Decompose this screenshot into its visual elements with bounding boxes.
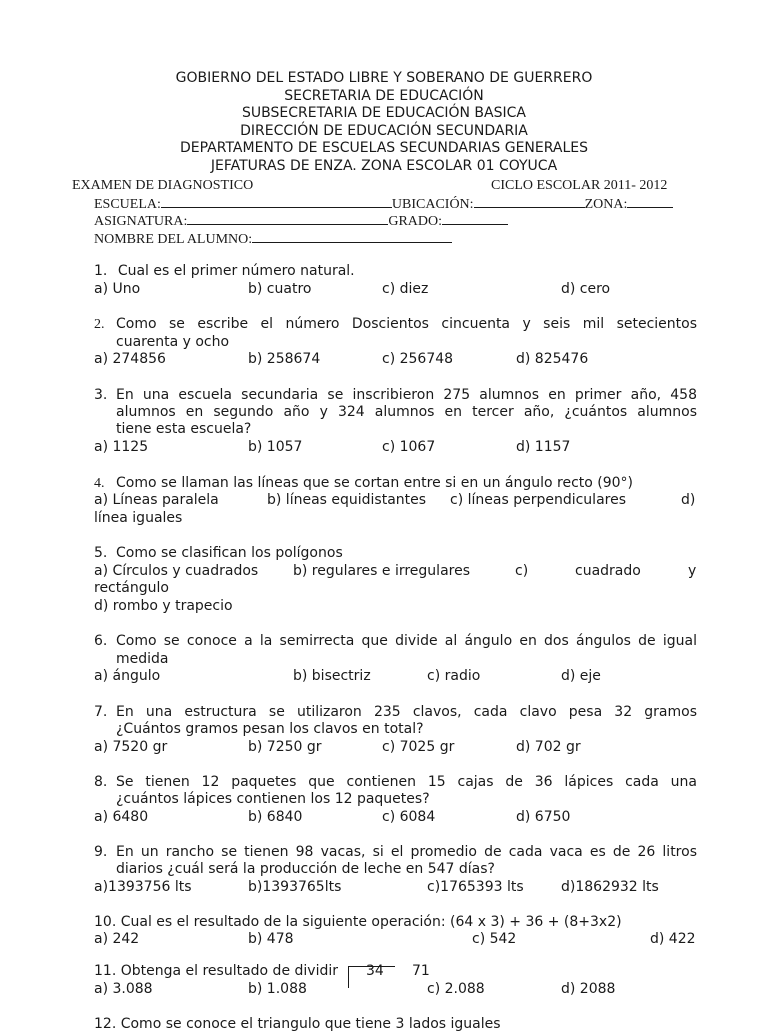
question-10-option-d[interactable]: d) 422 bbox=[650, 931, 696, 947]
question-11-text: Obtenga el resultado de dividir bbox=[120, 963, 338, 979]
question-1 bbox=[94, 263, 355, 280]
question-6-option-b[interactable]: b) bisectriz bbox=[293, 668, 371, 684]
question-8-option-a[interactable]: a) 6480 bbox=[94, 809, 149, 825]
question-3-option-b[interactable]: b) 1057 bbox=[248, 439, 303, 455]
question-9-option-c[interactable]: c)1765393 lts bbox=[427, 879, 524, 895]
header-line-department: DEPARTAMENTO DE ESCUELAS SECUNDARIAS GENERALES bbox=[179, 140, 589, 157]
question-3-option-c[interactable]: c) 1067 bbox=[382, 439, 436, 455]
question-6-text-line-2: medida bbox=[116, 651, 169, 667]
question-2-option-c[interactable]: c) 256748 bbox=[382, 351, 454, 367]
question-2-option-d[interactable]: d) 825476 bbox=[516, 351, 589, 367]
question-6-option-d[interactable]: d) eje bbox=[561, 668, 601, 684]
question-10-option-b[interactable]: b) 478 bbox=[248, 931, 294, 947]
question-5-number: 5. bbox=[94, 545, 108, 561]
question-8-option-b[interactable]: b) 6840 bbox=[248, 809, 303, 825]
header-line-government: GOBIERNO DEL ESTADO LIBRE Y SOBERANO DE GUERRERO bbox=[175, 70, 593, 86]
question-12-number: 12. bbox=[94, 1016, 117, 1032]
question-1-number: 1. bbox=[94, 263, 108, 279]
form-row-subject bbox=[94, 212, 508, 230]
question-10-number: 10. bbox=[94, 914, 117, 930]
question-11-option-b[interactable]: b) 1.088 bbox=[248, 981, 307, 997]
escuela-blank[interactable] bbox=[161, 195, 392, 208]
question-10-option-a[interactable]: a) 242 bbox=[94, 931, 140, 947]
question-2-option-b[interactable]: b) 258674 bbox=[248, 351, 321, 367]
question-6-number: 6. bbox=[94, 633, 108, 649]
question-3-option-a[interactable]: a) 1125 bbox=[94, 439, 149, 455]
exam-title: EXAMEN DE DIAGNOSTICO bbox=[72, 178, 254, 193]
question-4-option-a[interactable]: a) Líneas paralela bbox=[94, 492, 219, 508]
nombre-blank[interactable] bbox=[252, 230, 452, 243]
question-6-option-a[interactable]: a) ángulo bbox=[94, 668, 161, 684]
question-4-option-c[interactable]: c) líneas perpendiculares bbox=[450, 492, 626, 508]
question-2-number: 2. bbox=[94, 317, 105, 332]
question-8-number: 8. bbox=[94, 774, 108, 790]
ubicacion-blank[interactable] bbox=[474, 195, 585, 208]
asignatura-label: ASIGNATURA: bbox=[94, 214, 188, 229]
form-row-school bbox=[94, 195, 673, 213]
question-8-option-c[interactable]: c) 6084 bbox=[382, 809, 436, 825]
question-9-text-line-2: diarios ¿cuál será la producción de leche en 547 días? bbox=[116, 861, 495, 877]
zona-blank[interactable] bbox=[627, 195, 673, 208]
document-header bbox=[0, 70, 768, 176]
question-10 bbox=[94, 914, 622, 931]
question-4-option-b[interactable]: b) líneas equidistantes bbox=[267, 492, 427, 508]
question-12-text: Como se conoce el triangulo que tiene 3 lados iguales bbox=[120, 1016, 501, 1032]
question-1-option-d[interactable]: d) cero bbox=[561, 281, 611, 297]
question-3-number: 3. bbox=[94, 387, 108, 403]
question-3-text-line-2: alumnos en segundo año y 324 alumnos en tercer año, ¿cuántos alumnos bbox=[116, 404, 697, 420]
question-4-option-d-continued: línea iguales bbox=[94, 510, 183, 526]
question-5-option-d[interactable]: d) rombo y trapecio bbox=[94, 598, 233, 614]
question-7-option-a[interactable]: a) 7520 gr bbox=[94, 739, 168, 755]
header-line-secretariat: SECRETARIA DE EDUCACIÓN bbox=[284, 87, 484, 104]
asignatura-blank[interactable] bbox=[187, 212, 388, 225]
question-3-text-line-3: tiene esta escuela? bbox=[116, 421, 252, 437]
grado-blank[interactable] bbox=[442, 212, 508, 225]
question-9-number: 9. bbox=[94, 844, 108, 860]
question-9-text-line-1: En un rancho se tienen 98 vacas, si el promedio de cada vaca es de 26 litros bbox=[116, 844, 697, 860]
header-line-zone: JEFATURAS DE ENZA. ZONA ESCOLAR 01 COYUCA bbox=[210, 157, 558, 174]
question-9-option-a[interactable]: a)1393756 lts bbox=[94, 879, 192, 895]
question-8-option-d[interactable]: d) 6750 bbox=[516, 809, 571, 825]
question-1-option-a[interactable]: a) Uno bbox=[94, 281, 141, 297]
question-7-option-c[interactable]: c) 7025 gr bbox=[382, 739, 455, 755]
question-7-text-line-1: En una estructura se utilizaron 235 clavos, cada clavo pesa 32 gramos bbox=[116, 704, 697, 720]
question-12 bbox=[94, 1016, 501, 1033]
question-7-option-b[interactable]: b) 7250 gr bbox=[248, 739, 322, 755]
question-8-text-line-1: Se tienen 12 paquetes que contienen 15 cajas de 36 lápices cada una bbox=[116, 774, 697, 790]
question-11-dividend: 71 bbox=[412, 963, 430, 979]
question-2-text-line-2: cuarenta y ocho bbox=[116, 334, 230, 350]
escuela-label: ESCUELA: bbox=[94, 197, 161, 212]
question-1-option-b[interactable]: b) cuatro bbox=[248, 281, 312, 297]
question-8-text-line-2: ¿cuántos lápices contienen los 12 paquetes? bbox=[116, 791, 430, 807]
header-line-direction: DIRECCIÓN DE EDUCACIÓN SECUNDARIA bbox=[240, 122, 528, 139]
question-9-option-d[interactable]: d)1862932 lts bbox=[561, 879, 659, 895]
question-2-option-a[interactable]: a) 274856 bbox=[94, 351, 166, 367]
question-3-option-d[interactable]: d) 1157 bbox=[516, 439, 571, 455]
header-line-subsecretariat: SUBSECRETARIA DE EDUCACIÓN BASICA bbox=[242, 105, 526, 122]
zona-label: ZONA: bbox=[584, 197, 628, 212]
question-5-option-c[interactable]: c) bbox=[515, 563, 529, 579]
question-2-text-line-1: Como se escribe el número Doscientos cincuenta y seis mil setecientos bbox=[116, 316, 697, 332]
question-1-option-c[interactable]: c) diez bbox=[382, 281, 429, 297]
question-5-option-b[interactable]: b) regulares e irregulares bbox=[293, 563, 471, 579]
question-11-option-a[interactable]: a) 3.088 bbox=[94, 981, 153, 997]
question-1-text: Cual es el primer número natural. bbox=[117, 263, 355, 279]
question-5-option-c-word: cuadrado bbox=[575, 563, 641, 579]
question-4-text: Como se llaman las líneas que se cortan entre si en un ángulo recto (90°) bbox=[116, 475, 634, 491]
question-11-divisor: 34 bbox=[366, 963, 384, 979]
question-9-option-b[interactable]: b)1393765lts bbox=[248, 879, 342, 895]
question-6-option-c[interactable]: c) radio bbox=[427, 668, 481, 684]
question-11-option-c[interactable]: c) 2.088 bbox=[427, 981, 485, 997]
school-cycle: CICLO ESCOLAR 2011- 2012 bbox=[491, 178, 668, 193]
nombre-label: NOMBRE DEL ALUMNO: bbox=[94, 232, 253, 247]
question-7-text-line-2: ¿Cuántos gramos pesan los clavos en total? bbox=[116, 721, 424, 737]
question-10-text: Cual es el resultado de la siguiente operación: (64 x 3) + 36 + (8+3x2) bbox=[120, 914, 622, 930]
question-7-option-d[interactable]: d) 702 gr bbox=[516, 739, 581, 755]
grado-label: GRADO: bbox=[388, 214, 443, 229]
question-4-number: 4. bbox=[94, 476, 105, 491]
question-5-option-c-continued: rectángulo bbox=[94, 580, 169, 596]
question-5-option-a[interactable]: a) Círculos y cuadrados bbox=[94, 563, 259, 579]
question-11-option-d[interactable]: d) 2088 bbox=[561, 981, 616, 997]
question-11-number: 11. bbox=[94, 963, 117, 979]
question-10-option-c[interactable]: c) 542 bbox=[472, 931, 517, 947]
question-5-option-c-conjunction: y bbox=[688, 563, 697, 579]
form-row-name bbox=[94, 230, 452, 248]
question-3-text-line-1: En una escuela secundaria se inscribieron 275 alumnos en primer año, 458 bbox=[116, 387, 697, 403]
question-7-number: 7. bbox=[94, 704, 108, 720]
question-11 bbox=[94, 963, 338, 980]
ubicacion-label: UBICACIÓN: bbox=[391, 197, 474, 212]
question-5-text: Como se clasifican los polígonos bbox=[116, 545, 343, 561]
question-6-text-line-1: Como se conoce a la semirrecta que divide al ángulo en dos ángulos de igual bbox=[116, 633, 697, 649]
question-4-option-d[interactable]: d) bbox=[681, 492, 696, 508]
